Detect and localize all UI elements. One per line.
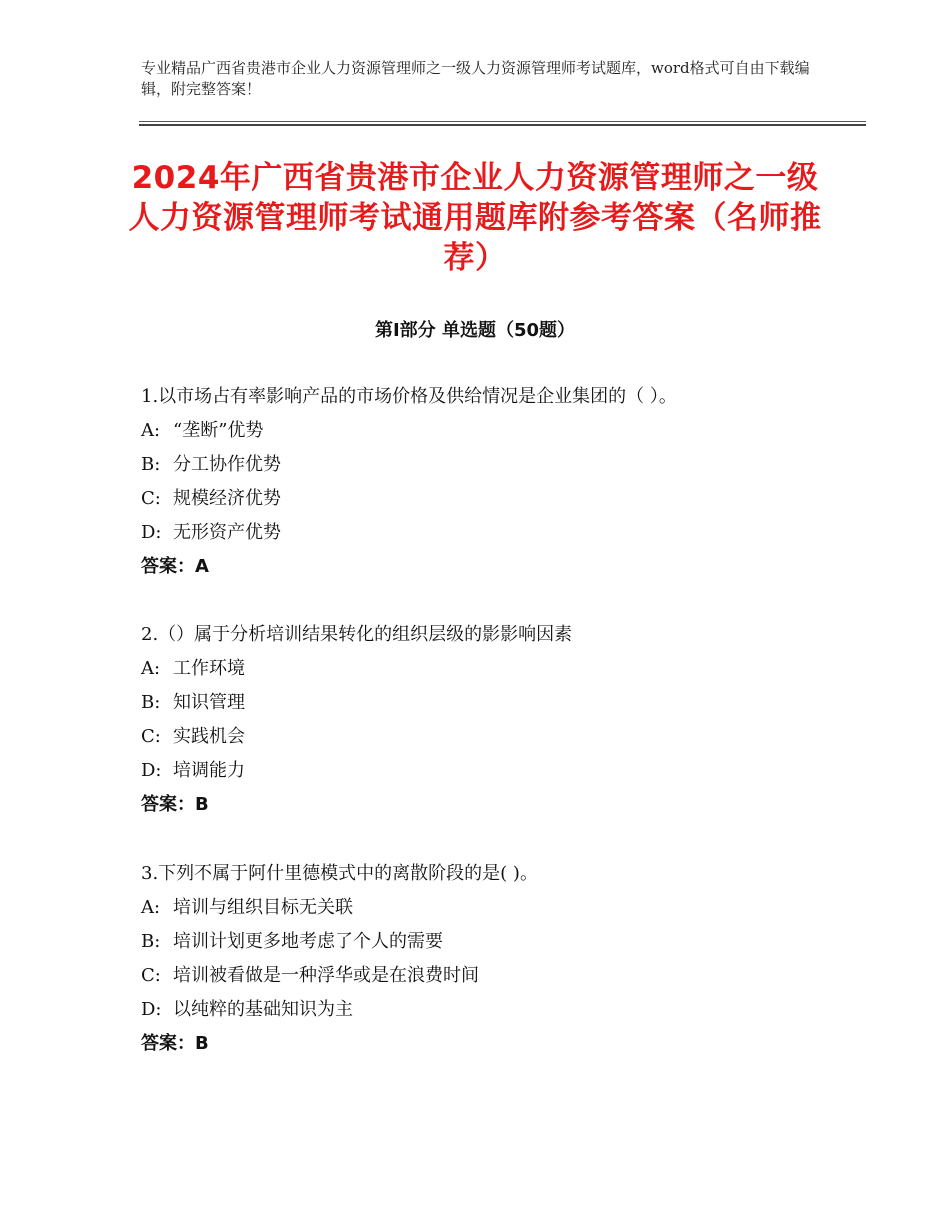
option-letter: A:: [141, 897, 161, 918]
option-b: [141, 448, 861, 482]
option-text: 规模经济优势: [173, 488, 281, 509]
option-text: 以纯粹的基础知识为主: [173, 999, 353, 1020]
answer-line: 答案：B: [141, 1033, 209, 1054]
option-d: [141, 516, 861, 550]
option-text: “垄断”优势: [173, 420, 264, 441]
option-text: 分工协作优势: [173, 454, 281, 475]
header-rule-top: [139, 121, 866, 122]
document-title: 2024年广西省贵港市企业人力资源管理师之一级人力资源管理师考试通用题库附参考答案（名师推荐）: [128, 160, 822, 276]
section-heading: 第Ⅰ部分 单选题（50题）: [374, 320, 575, 341]
option-text: 培训计划更多地考虑了个人的需要: [173, 931, 443, 952]
question-2: [141, 618, 861, 822]
option-letter: B:: [141, 931, 161, 952]
option-text: 知识管理: [173, 692, 245, 713]
option-letter: A:: [141, 658, 161, 679]
question-stem: 1.以市场占有率影响产品的市场价格及供给情况是企业集团的（ ）。: [141, 386, 677, 407]
option-text: 实践机会: [173, 726, 245, 747]
option-d: [141, 754, 861, 788]
option-letter: D:: [141, 522, 162, 543]
option-b: [141, 925, 861, 959]
option-c: [141, 720, 861, 754]
option-c: [141, 482, 861, 516]
option-b: [141, 686, 861, 720]
option-text: 工作环境: [173, 658, 245, 679]
option-c: [141, 959, 861, 993]
option-letter: B:: [141, 692, 161, 713]
option-letter: C:: [141, 726, 161, 747]
question-stem: 2.（）属于分析培训结果转化的组织层级的影影响因素: [141, 624, 573, 645]
option-text: 培调能力: [173, 760, 245, 781]
option-text: 培训与组织目标无关联: [173, 897, 353, 918]
option-a: [141, 414, 861, 448]
option-letter: C:: [141, 488, 161, 509]
option-letter: C:: [141, 965, 161, 986]
answer-line: 答案：B: [141, 794, 209, 815]
question-1: [141, 380, 861, 584]
option-letter: B:: [141, 454, 161, 475]
option-text: 无形资产优势: [173, 522, 281, 543]
option-letter: A:: [141, 420, 161, 441]
option-a: [141, 891, 861, 925]
option-letter: D:: [141, 999, 162, 1020]
option-d: [141, 993, 861, 1027]
question-stem: 3.下列不属于阿什里德模式中的离散阶段的是( )。: [141, 863, 538, 884]
question-3: [141, 857, 861, 1061]
option-a: [141, 652, 861, 686]
option-text: 培训被看做是一种浮华或是在浪费时间: [173, 965, 479, 986]
header-rule-bottom: [139, 124, 866, 126]
answer-line: 答案：A: [141, 556, 209, 577]
header-note: 专业精品广西省贵港市企业人力资源管理师之一级人力资源管理师考试题库，word格式可自由下载编辑，附完整答案！: [141, 59, 810, 98]
option-letter: D:: [141, 760, 162, 781]
